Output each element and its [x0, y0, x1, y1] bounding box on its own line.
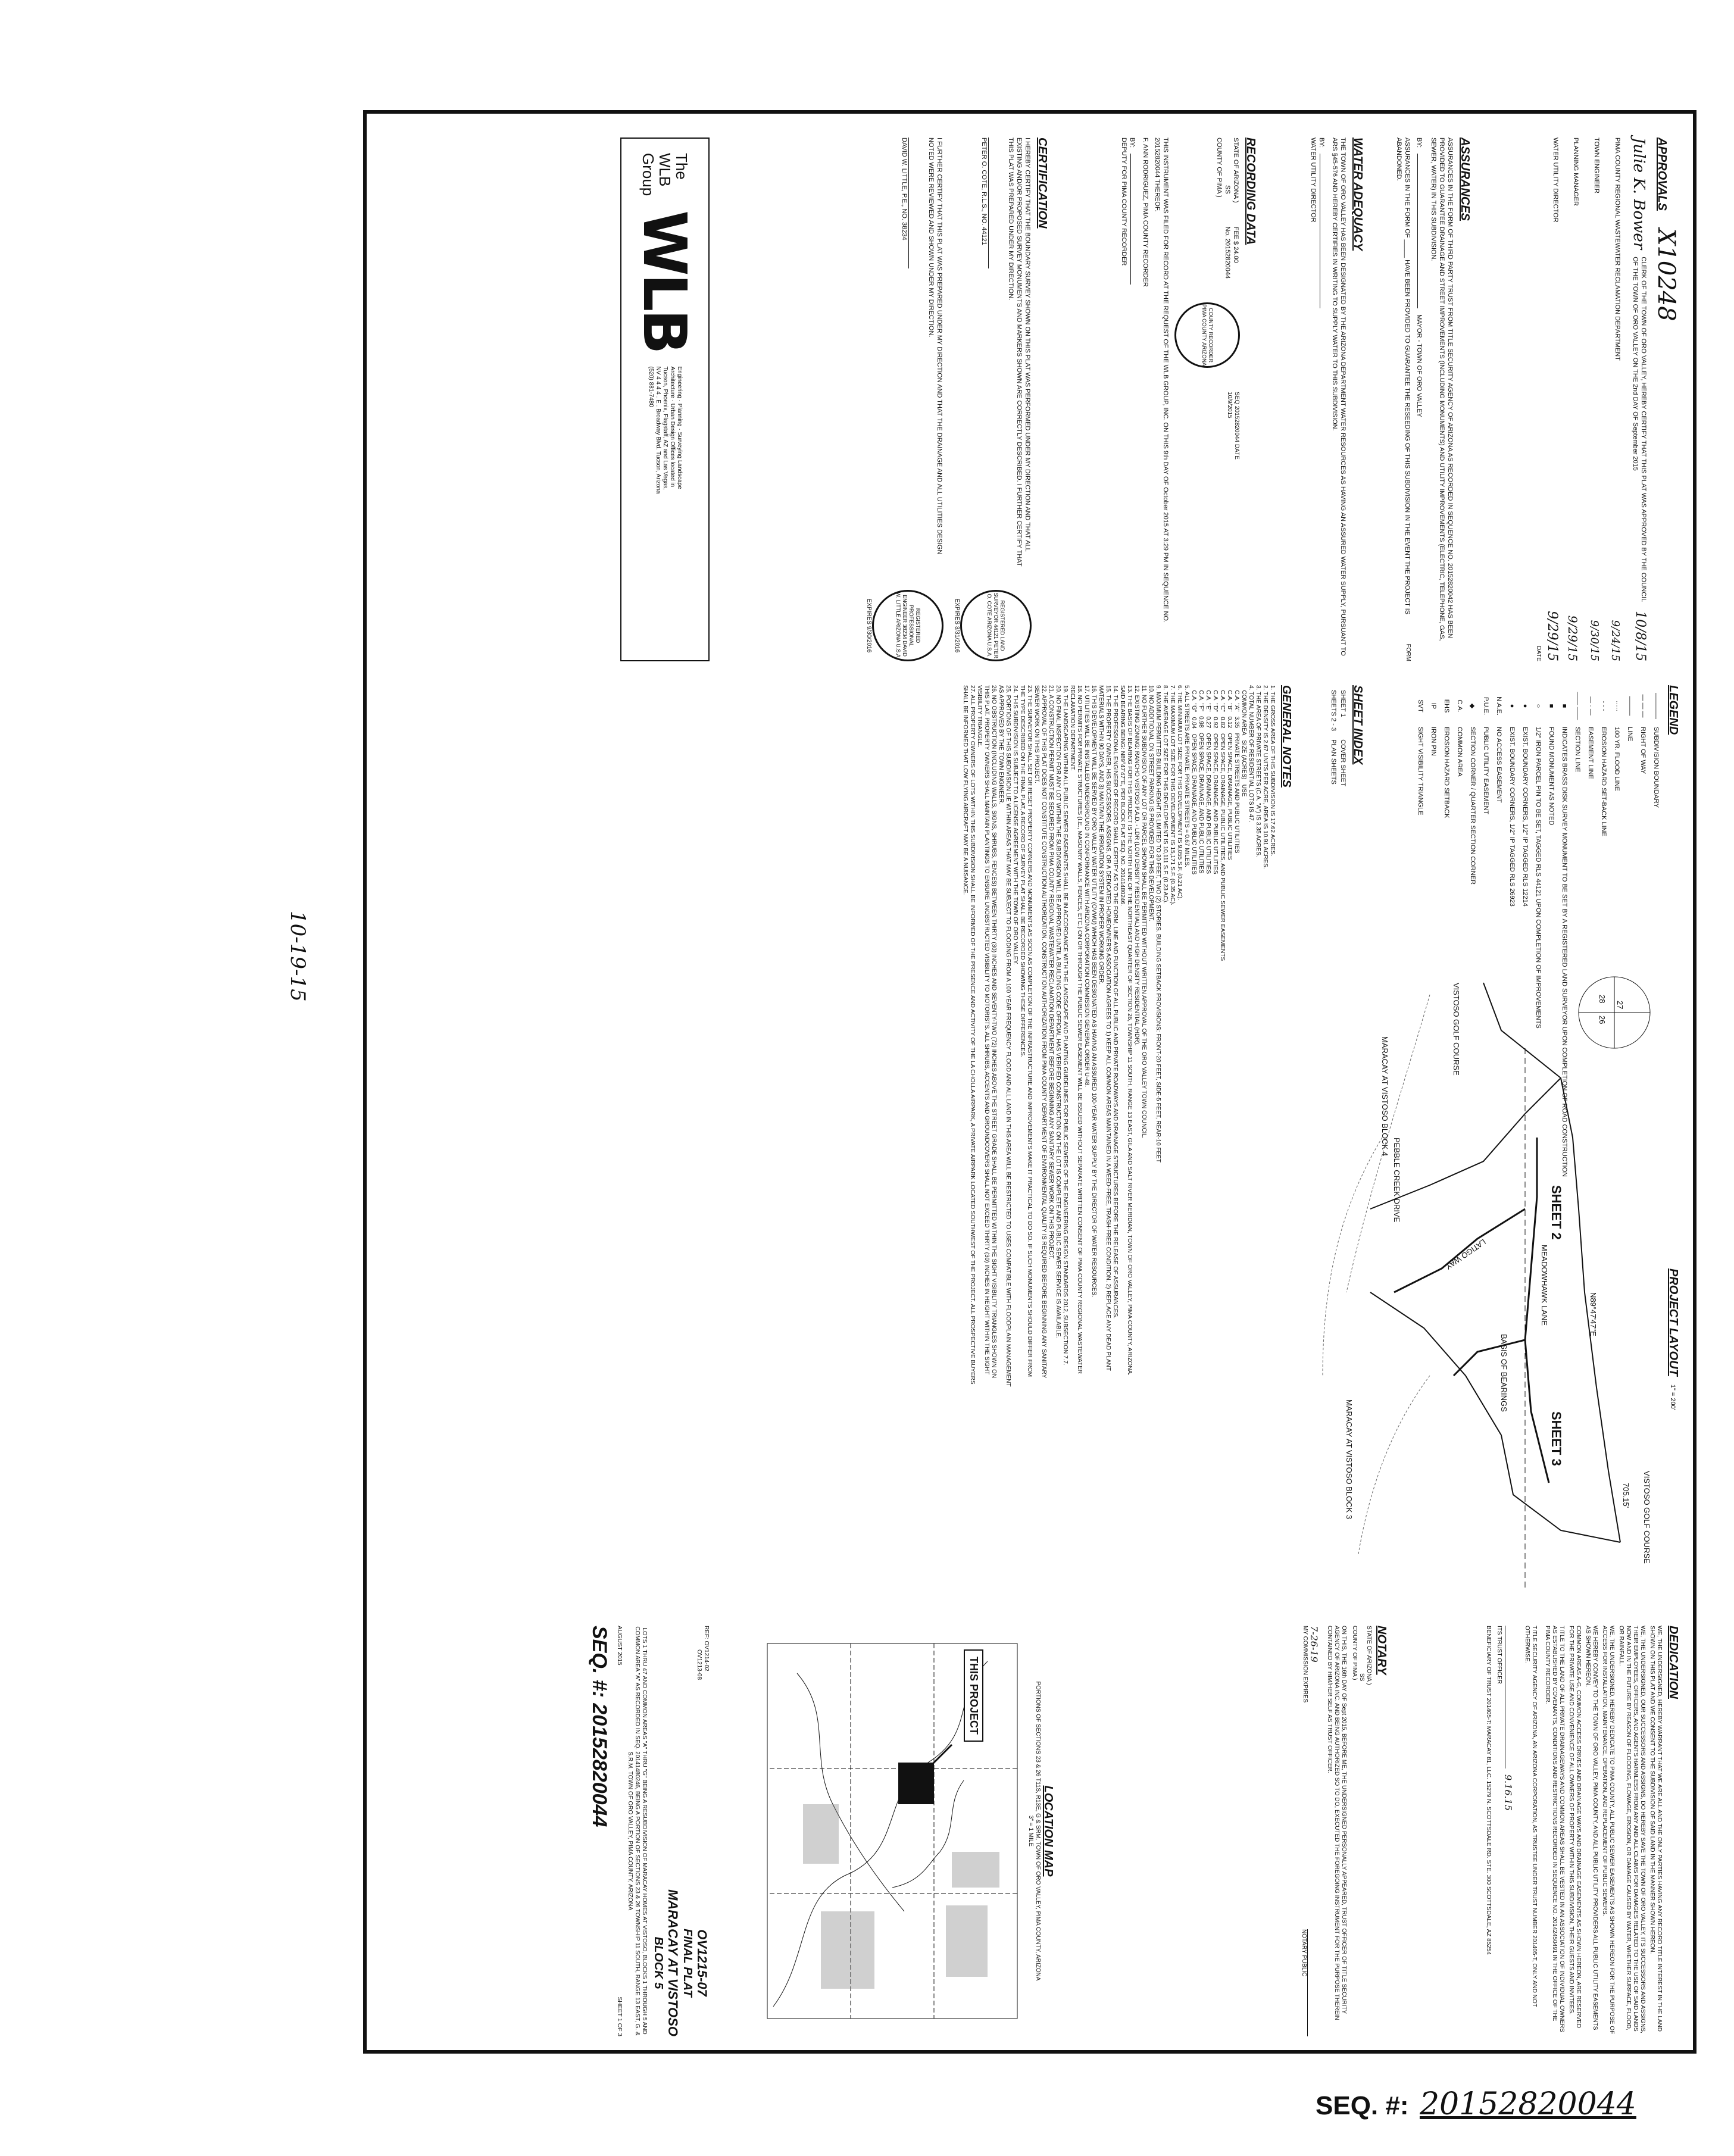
legend-label: SUBDIVISION BOUNDARY	[1652, 727, 1660, 808]
mayor-label: MAYOR - TOWN OF ORO VALLEY	[1416, 314, 1423, 417]
engineer-name: DAVID W. LITTLE, P.E., NO. 38234	[901, 138, 908, 240]
assurances-section	[1395, 138, 1471, 661]
legend-label: LINE	[1626, 727, 1633, 742]
notary-state: STATE OF ARIZONA )	[1366, 1626, 1372, 1685]
sheet-index-row	[1339, 686, 1347, 790]
inner-seq-number: SEQ. #: 20152820044	[588, 1626, 611, 1827]
legend-symbol: P.U.E.	[1482, 696, 1489, 715]
recording-state: STATE OF ARIZONA )	[1232, 138, 1239, 203]
dedication-heading: DEDICATION	[1667, 1626, 1680, 1699]
water-adequacy-heading: WATER ADEQUACY	[1351, 138, 1364, 251]
legend-heading: LEGEND	[1667, 685, 1680, 735]
legend-label: INDICATES BRASS DISK SURVEY MONUMENT TO BE SET BY A REGISTERED LAND SURVEYOR UPON COMPLETION OF ROAD CONSTRUCTION	[1561, 727, 1568, 1177]
clerk-certification-text: CLERK OF THE TOWN OF ORO VALLEY, HEREBY CERTIFY THAT THIS PLAT WAS APPROVED BY THE COUNCIL OF THE TOWN OF ORO VALLEY ON THE 2nd DAY OF September 2015	[1632, 257, 1647, 604]
legend-label: PUBLIC UTILITY EASEMENT	[1482, 727, 1489, 815]
location-map-text: PORTIONS OF SECTIONS 23 & 26 T11S, R13E, G & SRM, TOWN OF ORO VALLEY, PIMA COUNTY, ARIZONA	[1035, 1681, 1041, 1981]
sheet-desc: PLAN SHEETS	[1330, 739, 1337, 785]
sheet-number: SHEETS 2 - 3	[1330, 690, 1337, 732]
general-notes-list	[961, 685, 1276, 1388]
legend-symbol: —— ——	[1574, 692, 1581, 720]
recording-ss: SS	[1224, 185, 1231, 194]
plat-boundary-east	[1370, 1292, 1620, 1542]
sheet-number: SHEET 1	[1339, 690, 1346, 717]
legend-label: EASEMENT LINE	[1587, 727, 1594, 779]
map-label-sheet2: SHEET 2	[1549, 1185, 1564, 1240]
general-note: 1. THE GROSS AREA OF THIS SUBDIVISION IS 17.62 ACRES.	[1269, 685, 1276, 857]
legend-label: SECTION CORNER / QUARTER SECTION CORNER	[1469, 727, 1476, 885]
sheet-index-heading: SHEET INDEX	[1351, 685, 1364, 765]
surveyor-expires: EXPIRES 3/31/2016	[954, 598, 960, 653]
sheet-desc: COVER SHEET	[1339, 739, 1346, 786]
general-note: 11. NO FURTHER SUBDIVISION OF ANY LOT OR PARCEL SHOWN SHALL BE PERMITTED WITHOUT WRITTEN APPROVAL OF THE ORO VALLEY TOWN COUNCIL.	[1141, 685, 1147, 1139]
project-layout-title	[1666, 1268, 1680, 1410]
footer-seq-label: SEQ. #:	[1316, 2091, 1409, 2120]
basis-of-bearings-road	[1454, 1340, 1525, 1376]
map-label-sheet3: SHEET 3	[1549, 1411, 1564, 1466]
general-note: 8. THE AVERAGE LOT SIZE FOR THIS DEVELOPMENT IS 10,111 S.F. (0.23 AC).	[1162, 685, 1169, 904]
deputy-label: DEPUTY FOR PIMA COUNTY RECORDER	[1120, 138, 1127, 266]
recording-data-section	[1120, 138, 1257, 661]
dedication-p1: WE, THE UNDERSIGNED, HEREBY WARRANT THAT WE ARE ALL AND THE ONLY PARTIES HAVING ANY RECORD TITLE INTEREST IN THE LAND SHOWN ON THIS PLAT AND WE CONSENT TO THE SUBDIVISION OF SAID LAND IN THE MANNER SHOWN HEREON.	[1649, 1626, 1663, 2033]
legend-symbol: ●	[1521, 704, 1529, 708]
general-note: 27. ALL PROPERTY OWNERS OF LOTS WITHIN THIS SUBDIVISION SHALL BE INFORMED OF THE PRESENCE AND ACTIVITY OF THE LA CHOLLA AIRPARK, A PRIVATE AIRPARK LOCATED SOUTHWEST OF THE PROJECT. ALL PROSPECTIVE BUYERS SHALL BE INFORMED THAT LOW FLYING AIRCRAFT MAY BE A NUISANCE.	[962, 685, 976, 1386]
plat-sheet-number: SHEET 1 OF 3	[616, 1996, 623, 2036]
general-note: 20. NO FINAL INSPECTION FOR ANY LOT WITHIN THE SUBDIVISION WILL BE APPROVED UNTIL A BUILDING CODE OFFICIAL HAS VERIFIED CONSTRUCTION ON THE LOT IS COMPLETE AND PUBLIC SEWER SERVICE IS AVAILABLE.	[1055, 685, 1061, 1339]
surveyor-name: PETER O. COTE, R.L.S., NO. 44121	[980, 138, 988, 245]
clerk-date: 10/8/15	[1633, 611, 1648, 661]
location-map-section	[721, 1626, 1055, 2036]
footer-seq	[1316, 2086, 1636, 2122]
map-label-bearing: N89°47'47"E	[1589, 1292, 1598, 1336]
general-note: 26. NO OBSTRUCTION (INCLUDING WALLS, SIGNS, SHRUBS, FENCES) BETWEEN THIRTY (30) INCHES AND SEVENTY-TWO (72) INCHES ABOVE THE STREET GRADE SHALL BE PERMITTED WITHIN THE SIGHT VISIBILITY TRIANGLES SHOWN ON THIS PLAT. PROPERTY OWNERS SHALL MAINTAIN PLANTINGS TO ENSURE UNOBSTRUCTED VISIBILITY TO MOTORISTS. ALL SHRUBS, ACCENTS AND GROUNDCOVERS SHALL NOT EXCEED THIRTY (30) INCHES IN HEIGHT WITHIN THE SIGHT VISIBILITY TRIANGLE.	[976, 685, 997, 1380]
legend-label: IRON PIN	[1430, 727, 1437, 756]
map-label-section: 26	[1598, 1015, 1607, 1024]
planning-manager-label: PLANNING MANAGER	[1572, 138, 1579, 206]
map-label-street: LATIGO WAY	[1444, 1237, 1488, 1271]
certification-section	[865, 138, 1049, 661]
general-note: C.A. "B" 0.12 OPEN SPACE, DRAINAGE, PUBLIC UTILITIES	[1226, 685, 1233, 860]
plat-date: AUGUST 2015	[616, 1626, 623, 1666]
latigo-way	[1394, 1209, 1525, 1292]
assurances-by-label: BY:	[1416, 138, 1423, 148]
wlb-group-logo-block	[620, 138, 710, 661]
general-note: 9. MAXIMUM PERMITTED BUILDING HEIGHT IS LIMITED TO 30 FEET, TWO (2) STORIES. BUILDING SETBACK PROVISIONS: FRONT-20 FEET, SIDE-5 FEET, REAR-10 FEET	[1155, 685, 1161, 1163]
wlb-the: The	[673, 153, 691, 180]
legend-label: FOUND MONUMENT AS NOTED	[1548, 727, 1555, 826]
legend-symbol: ———	[1626, 696, 1633, 716]
recording-text: THIS INSTRUMENT WAS FILED FOR RECORD AT THE REQUEST OF THE WLB GROUP, INC. ON THIS 9th DAY OF October 2015 AT 3:29 PM IN SEQUENCE NO. 20152820044 THEREOF.	[1154, 138, 1169, 625]
general-note: C.A. "E" 0.27 OPEN SPACE, DRAINAGE, AND PUBLIC UTILITIES	[1205, 685, 1211, 874]
reclamation-date: 9/24/15	[1609, 620, 1621, 661]
recording-no: No. 20152820044	[1224, 226, 1231, 279]
map-label-block: MARACAY AT VISTOSO BLOCK 3	[1345, 1399, 1354, 1520]
surveyor-seal: REGISTERED LAND SURVEYOR 44121 PETER O. COTE ARIZONA U.S.A.	[960, 590, 1032, 661]
general-note: 22. APPROVAL OF THIS PLAT DOES NOT CONSTITUTE CONSTRUCTION AUTHORIZATION. CONSTRUCTION AUTHORIZATION FROM PIMA COUNTY DEPARTMENT OF ENVIRONMENTAL QUALITY IS REQUIRED BEFORE BEGINNING ANY SANITARY SEWER WORK ON THIS PROJECT.	[1033, 685, 1047, 1380]
beneficiary-text: BENEFICIARY OF TRUST 201405-T: MARACAY 81, LLC. 15279 N. SCOTTSDALE RD. STE. 300 SCOTTSDALE, AZ 85254	[1485, 1626, 1492, 1955]
commission-label: MY COMMISSION EXPIRES	[1302, 1626, 1308, 1703]
legend-symbol: SVT	[1417, 699, 1424, 713]
project-layout-drawing	[1311, 959, 1680, 1602]
engineer-expires: EXPIRES 9/30/2016	[866, 598, 872, 653]
project-layout-heading: PROJECT LAYOUT	[1667, 1268, 1680, 1376]
general-note: 2. THE DENSITY IS 2.67 UNITS PER ACRE, AREA IS 10.91 ACRES.	[1262, 685, 1269, 869]
dedication-p5: COMMON AREAS A-G, COMMON ACCESS DRIVES AND DRAINAGE WAYS AND DRAINAGE EASEMENTS AS SHOWN HEREON, ARE RESERVED FOR THE PRIVATE USE AND CONVENIENCE OF ALL OWNERS OF PROPERTY WITHIN THIS SUBDIVISION, THEIR GUESTS AND INVITEES.	[1568, 1626, 1582, 2030]
notary-signature-line	[1307, 1929, 1320, 2036]
sheet-index-row	[1329, 686, 1338, 790]
plat-description: LOTS 1 THRU 47 AND COMMON AREAS "A" THRU "G" BEING A RESUBDIVISION OF MARACAY HOMES AT VISTOSO, BLOCKS 1 THROUGH 5 AND COMMON AREA "A" AS RECORDED IN SEQ. 20141480246, BEING A PORTION OF SECTIONS 23 & 26 TOWNSHIP 11 SOUTH, RANGE 13 EAST, G. & S.R.M. TOWN OF ORO VALLEY, PIMA COUNTY, ARIZONA	[627, 1626, 648, 2038]
general-notes-section	[961, 685, 1293, 1388]
general-note: 25. PORTIONS OF THIS SUBDIVISION LIE WITHIN AREAS THAT MAY BE SUBJECT TO FLOODING FROM A 100 YEAR FREQUENCY FLOOD AND ALL LAND IN THIS AREA WILL BE RESTRICTED TO USES COMPATIBLE WITH FLOODPLAIN MANAGEMENT AS APPROVED BY THE TOWN ENGINEER.	[998, 685, 1011, 1388]
water-adequacy-text: THE TOWN OF ORO VALLEY HAS BEEN DESIGNATED BY THE ARIZONA DEPARTMENT WATER RESOURCES AS HAVING AN ASSURED WATER SUPPLY, PURSUANT TO ARS §45-576 AND HEREBY CERTIFIES IN WRITING TO SUPPLY WATER TO THIS SUBDIVISION.	[1331, 138, 1346, 658]
water-director-label: WATER UTILITY DIRECTOR	[1552, 138, 1559, 223]
legend-symbol: EHS	[1443, 699, 1450, 713]
assurances-heading: ASSURANCES	[1458, 138, 1471, 221]
general-note: C.A. "F" 0.98 OPEN SPACE, DRAINAGE, AND PUBLIC UTILITIES	[1198, 685, 1204, 874]
project-layout-map	[1311, 959, 1680, 1602]
legend-symbol: N.A.E.	[1495, 696, 1502, 715]
certification-heading: CERTIFICATION	[1036, 138, 1049, 229]
recording-heading: RECORDING DATA	[1244, 138, 1257, 245]
wlb-info: Engineering · Planning · Surveying Landscape Architecture · Urban Design Offices located in Tucson, Phoenix, Flagstaff, AZ and Las Vegas, NV 4 4 4 4 . E . Broadway Blvd. Tucson, Arizona (520) 881-7480	[648, 366, 683, 496]
legend-symbol: ◆	[1469, 703, 1476, 709]
legend-label: NO ACCESS EASEMENT	[1495, 727, 1502, 803]
map-label-bearing: BASIS OF BEARINGS	[1499, 1334, 1508, 1412]
assurances-form-text: ASSURANCES IN THE FORM OF _____ HAVE BEEN PROVIDED TO GUARANTEE THE RESEEDING OF THIS SUBDIVISION IN THE EVENT THE PROJECT IS ABANDONED.	[1395, 138, 1411, 616]
general-note: 6. THE MINIMUM LOT SIZE FOR THIS DEVELOPMENT IS 9,055 S.F. (0.21 AC).	[1176, 685, 1183, 901]
approvals-heading: APPROVALS	[1655, 138, 1669, 211]
general-note: 4. TOTAL NUMBER OF RESIDENTIAL LOTS IS 47.	[1248, 685, 1254, 823]
legend-symbol: ●	[1508, 704, 1516, 708]
map-label-street: MEADOWHAWK LANE	[1540, 1245, 1549, 1326]
legend-symbol: ■	[1561, 704, 1568, 708]
general-note: 12. EXISTING ZONING: RANCHO VISTOSO P.A.D. - LDR (LOW DENSITY RESIDENTIAL) AND HIGH DENSITY RESIDENTIAL (HDR).	[1133, 685, 1140, 1046]
legend-symbol: C.A.	[1456, 699, 1463, 713]
legend-symbol: ○	[1535, 704, 1542, 708]
general-note: 21. A CONSTRUCTION PERMIT MUST BE SECURED FROM PIMA COUNTY REGIONAL WASTEWATER RECLAMATION DEPARTMENT BEFORE BEGINNING ANY SANITARY SEWER WORK ON THIS PROJECT.	[1048, 685, 1054, 1260]
notary-county: COUNTY OF PIMA )	[1351, 1626, 1358, 1680]
plat-block: BLOCK 5	[652, 1936, 665, 1989]
map-label-distance: 705.15'	[1621, 1483, 1630, 1508]
this-project-label: THIS PROJECT	[964, 1649, 983, 1742]
dedication-date: 9.16.15	[1502, 1774, 1514, 1811]
general-note: 19. THE LANDSCAPING WITHIN ALL PUBLIC SEWER EASEMENTS SHALL BE IN ACCORDANCE WITH THE LANDSCAPE AND PLANTING GUIDELINES FOR PUBLIC SEWERS OF THE ENGINEERING DESIGN STANDARDS 2012, SUBSECTION 7.7.	[1062, 685, 1068, 1366]
general-note: 3. THE AREA OF PRIVATE STREETS (C.A. "A") IS 3.35 ACRES.	[1255, 685, 1261, 857]
engineer-date: 9/30/15	[1588, 620, 1601, 661]
commission-date: 7-26-19	[1308, 1626, 1320, 1663]
page-handwritten-date: 10-19-15	[286, 911, 310, 1002]
plat-name: MARACAY AT VISTOSO	[666, 1889, 680, 2036]
legend-symbol: IP	[1430, 702, 1437, 710]
general-note: 24. THIS SUBDIVISION IS SUBJECT TO A LICENSE AGREEMENT WITH THE TOWN OF ORO VALLEY.	[1012, 685, 1018, 965]
dedication-p2: WE, THE UNDERSIGNED, OUR SUCCESSORS AND ASSIGNS, DO HEREBY SAVE THE TOWN OF ORO VALLEY, ITS SUCCESSORS AND ASSIGNS, THEIR EMPLOYEES, OFFICERS, AND AGENTS HARMLESS FROM ANY AND ALL CLAIMS FOR DAMAGES RELATED TO THE USE OF SAID LANDS NOW AND IN THE FUTURE BY REASON OF FLOODING, FLOWAGE, EROSION, OR DAMAGE CAUSED BY WATER, WHETHER SURFACE, FLOOD, OR RAINFALL.	[1618, 1626, 1646, 2035]
location-map-drawing	[761, 1626, 1023, 2036]
legend-symbol: ————	[1652, 693, 1660, 719]
general-note: C.A. "D" 0.92 OPEN SPACE, DRAINAGE, AND PUBLIC UTILITIES	[1212, 685, 1219, 874]
plat-type: FINAL PLAT	[681, 1929, 694, 1997]
legend-label: 100 YR. FLOOD LINE	[1613, 727, 1620, 792]
plat-number: OV1215-07	[695, 1929, 710, 1996]
general-note: COMMON AREA SIZE (ACRES) USE	[1241, 685, 1247, 797]
general-note: 14. THE PROFESSIONAL ENGINEER OF RECORD SHALL CERTIFY AS TO THE FORM, LINE AND FUNCTION OF ALL PUBLIC AND PRIVATE ROADWAYS AND DRAINAGE STRUCTURES BEFORE THE RELEASE OF ASSURANCES.	[1112, 685, 1118, 1319]
legend-label: EXIST. BOUNDARY CORNERS, 1/2" IP TAGGED RLS 12214	[1521, 727, 1529, 907]
legend-label: SECTION LINE	[1574, 727, 1581, 773]
general-note: 16. THIS DEVELOPMENT WILL BE SERVED BY ORO VALLEY WATER UTILITY (OVWU) WHICH HAS BEEN DESIGNATED AS HAVING AN ASSURED 100-YEAR WATER SUPPLY BY THE DIRECTOR OF WATER RESOURCES.	[1091, 685, 1097, 1297]
general-note: 5. ALL STREETS ARE PRIVATE. PRIVATE STREETS = 0.67 MILES.	[1183, 685, 1190, 867]
county-recorder-seal: COUNTY RECORDER PIMA COUNTY ARIZONA	[1174, 302, 1240, 368]
legend-label: EROSION HAZARD SET-BACK LINE	[1600, 727, 1607, 836]
certification-text-1: I HEREBY CERTIFY THAT THE BOUNDARY SURVEY SHOWN ON THIS PLAT WAS PERFORMED UNDER MY DIRECTION AND THAT ALL EXISTING AND/OR PROPOSED SURVEY MONUMENTS AND MARKERS SHOWN ARE CORRECTLY DESCRIBED. I FURTHER CERTIFY THAT THIS PLAT WAS PREPARED UNDER MY DIRECTION.	[1007, 138, 1031, 568]
recording-fee: FEE $ 24.00	[1232, 226, 1239, 263]
legend-label: EXIST. BOUNDARY CORNERS, 1/2" IP TAGGED RLS 26923	[1508, 727, 1516, 907]
general-note: C.A. "G" 0.04 OPEN SPACE, DRAINAGE, AND PUBLIC UTILITIES	[1191, 685, 1197, 875]
dedication-section	[1485, 1626, 1680, 2036]
title-ref2: OV1213-08	[696, 1649, 702, 1680]
recording-county: COUNTY OF PIMA )	[1216, 138, 1223, 198]
project-layout-scale: 1" = 200'	[1669, 1384, 1677, 1410]
title-block	[588, 1626, 710, 2036]
certification-text-2: I FURTHER CERTIFY THAT THIS PLAT WAS PREPARED UNDER MY DIRECTION AND THAT THE DRAINAGE AND ALL UTILITIES DESIGN NOTED WERE REVIEWED AND SHOWN UNDER MY DIRECTION.	[927, 138, 943, 557]
wlb-logo: WLB	[630, 210, 700, 352]
notary-public-label: NOTARY PUBLIC	[1301, 1929, 1307, 1977]
general-note: 17. UTILITIES WILL BE INSTALLED UNDERGROUND IN CONFORMANCE WITH ARIZONA CORPORATION COMMISSION GENERAL ORDER U-48.	[1083, 685, 1090, 1088]
recording-seq-note: SEQ 20152820044 DATE 10/9/2015	[1226, 392, 1240, 461]
map-label-golf: VISTOSO GOLF COURSE	[1452, 983, 1461, 1076]
dedication-p4: WE HEREBY CONVEY TO THE TOWN OF ORO VALLEY, PIMA COUNTY, AND ALL PUBLIC UTILITY PROVIDERS ALL PUBLIC UTILITY EASEMENTS AS SHOWN HEREON.	[1585, 1626, 1598, 2032]
plat-sheet-border	[363, 110, 1696, 2054]
legend-symbol: — — —	[1639, 694, 1646, 718]
notary-heading: NOTARY	[1375, 1626, 1388, 1675]
water-director-title: WATER UTILITY DIRECTOR	[1310, 138, 1317, 223]
wlb-group: Group	[639, 153, 657, 196]
general-note: C.A. "C" 0.82 OPEN SPACE, DRAINAGE, PUBLIC UTILITIES, AND PUBLIC SEWER EASEMENTS	[1219, 685, 1226, 961]
location-map-heading: LOCATION MAP	[1042, 1785, 1055, 1877]
footer-seq-value: 20152820044	[1419, 2086, 1636, 2122]
deputy-signature-line	[1130, 154, 1131, 285]
map-label-section: 27	[1616, 1001, 1624, 1010]
wlb-wlb: WLB	[656, 153, 674, 187]
mayor-signature-line	[1417, 154, 1418, 308]
notary-section	[1300, 1626, 1388, 2036]
approvals-section	[1534, 138, 1680, 661]
legend-label: SIGHT VISIBILITY TRIANGLE	[1417, 727, 1424, 815]
legend-label: COMMON AREA	[1456, 727, 1463, 777]
wlb-wordmark	[640, 153, 690, 196]
legend-label: 1/2" IRON PARCEL PIN TO BE SET, TAGGED RLS 44121 UPON COMPLETION OF IMPROVEMENTS	[1535, 727, 1542, 1029]
engineer-signature-line	[908, 138, 927, 268]
town-engineer-label: TOWN ENGINEER	[1593, 138, 1600, 193]
pima-reclamation-label: PIMA COUNTY REGIONAL WASTEWATER RECLAMATION DEPARTMENT	[1614, 138, 1621, 361]
surveyor-signature-line	[988, 138, 1007, 268]
adjacent-block-outline	[1323, 1138, 1382, 1376]
trustee-text: TITLE SECURITY AGENCY OF ARIZONA, AN ARIZONA CORPORATION, AS TRUSTEE UNDER TRUST NUMBER 201405-T, ONLY AND NOT OTHERWISE.	[1524, 1626, 1538, 2009]
dedication-p6: TITLE TO THE LAND OF ALL PRIVATE DRAINAGEWAYS AND COMMON AREAS SHALL BE VESTED IN AN ASSOCIATION OF INDIVIDUAL OWNERS AS ESTABLISHED BY COVENANTS, CONDITIONS AND RESTRICTIONS RECORDED IN SEQUENCE NO. 20142450491 IN THE OFFICE OF THE PIMA COUNTY RECORDER.	[1544, 1626, 1565, 2034]
plat-rotated-content	[364, 114, 1698, 2057]
notary-text: ON THIS, THE 16th DAY OF Sept 2015, BEFORE ME, THE UNDERSIGNED PERSONALLY APPEARED, TRUST OFFICER OF TITLE SECURITY AGENCY OF ARIZONA INC. AND BEING AUTHORIZED SO TO DO, EXECUTED THE FOREGOING INSTRUMENT FOR THE PURPOSE THEREIN CONTAINED BY HIM/HER SELF AS TRUST OFFICER.	[1326, 1626, 1347, 2022]
assurances-form-label: FORM	[1405, 643, 1411, 661]
general-note: 15. THE PROPERTY OWNER, HIS SUCCESSORS, ASSIGNS, OR A DEDICATED HOMEOWNER'S ASSOCIATION AGREES TO 1) KEEP ALL COMMON AREAS MAINTAINED IN A WEED-FREE, TRASH-FREE CONDITION. 2) REPLACE ANY DEAD PLANT MATERIALS WITHIN 90 DAYS, AND 3) MAINTAIN THE IRRIGATION SYSTEM IN PROPER WORKING ORDER.	[1098, 685, 1111, 1373]
general-note: C.A. "A" 3.35 PRIVATE STREETS AND PUBLIC UTILITIES	[1233, 685, 1240, 854]
general-note: 18. NO PERMITS FOR PRIVATE STRUCTURES (I.E., MASONRY WALLS, FENCES, ETC.) ON OR THROUGH THE PUBLIC SEWER EASEMENT WILL BE ISSUED WITHOUT SEPARATE WRITTEN CONSENT OF PIMA COUNTY REGIONAL WASTEWATER RECLAMATION DEPARTMENT.	[1069, 685, 1083, 1376]
assurances-text: ASSURANCES IN THE FORM OF THIRD PARTY TRUST FROM TITLE SECURITY AGENCY OF ARIZONA AS RECORDED IN SEQUENCE NO. 20152820042 HAS BEEN PROVIDED TO GUARANTEE DRAINAGE AND STREET IMPROVEMENTS (INCLUDING MONUMENTS) AND UTILITY IMPROVEMENTS (ELECTRIC, TELEPHONE, GAS, SEWER, WATER) IN THIS SUBDIVISION.	[1430, 138, 1454, 643]
engineer-seal: REGISTERED PROFESSIONAL ENGINEER 38234 DAVID W. LITTLE ARIZONA U.S.A.	[872, 590, 943, 661]
dedication-p3: WE, THE UNDERSIGNED, HEREBY DEDICATE TO PIMA COUNTY, ALL PUBLIC SEWER EASEMENTS AS SHOWN HEREON FOR THE PURPOSE OF ACCESS FOR INSTALLATION, MAINTENANCE, OPERATION, AND REPLACEMENT OF PUBLIC SEWERS.	[1601, 1626, 1615, 2036]
legend-symbol: ·····	[1613, 700, 1620, 712]
recorder-name: F. ANN RODRIGUEZ, PIMA COUNTY RECORDER	[1142, 138, 1149, 287]
general-note: 7. THE MAXIMUM LOT SIZE FOR THIS DEVELOPMENT IS 15,171 S.F. (0.35 AC).	[1169, 685, 1176, 905]
water-director-date: 9/29/15	[1545, 611, 1560, 661]
legend-symbol: - - -	[1600, 701, 1607, 711]
map-label-section: 28	[1598, 995, 1607, 1004]
recording-by-label: BY:	[1129, 138, 1136, 148]
general-note: 10. NO ADDITIONAL ON STREET PARKING IS PROVIDED FOR THIS DEVELOPMENT.	[1148, 685, 1154, 921]
notary-ss: SS	[1358, 1673, 1365, 1682]
trust-officer-signature	[1505, 1626, 1520, 1768]
clerk-signature: Julie K. Bower	[1630, 138, 1648, 250]
date-label: DATE	[1535, 646, 1542, 661]
location-map-scale: 3" = 1 MILE	[1027, 1815, 1034, 1847]
legend-label: RIGHT OF WAY	[1639, 727, 1646, 774]
map-label-street: PEBBLE CREEK DRIVE	[1392, 1138, 1401, 1223]
adjacent-block-outline	[1358, 1376, 1430, 1554]
legend-symbol: ■	[1548, 704, 1555, 708]
legend-symbol: — · —	[1587, 696, 1594, 715]
water-by-label: BY:	[1318, 138, 1325, 148]
legend-label: EROSION HAZARD SETBACK	[1443, 727, 1450, 818]
trust-officer-title: ITS TRUST OFFICER	[1496, 1626, 1502, 1684]
sheet-index-section	[1328, 685, 1364, 923]
planning-date: 9/29/15	[1566, 615, 1580, 661]
water-adequacy-section	[1309, 138, 1364, 661]
title-ref: REF: OV1214-02	[703, 1626, 710, 1671]
approvals-stamp: X10248	[1652, 228, 1680, 321]
map-label-golf: VISTOSO GOLF COURSE	[1642, 1471, 1651, 1564]
general-note: 13. THE BASIS OF BEARING FOR THIS PROJECT IS THE NORTH LINE OF THE NORTHEAST QUARTER OF SECTION 26, TOWNSHIP 11 SOUTH, RANGE 13 EAST, GILA AND SALT RIVER MERIDIAN, TOWN OF ORO VALLEY, PIMA COUNTY, ARIZONA. SAID BEARING BEING: N89°47'47"E, PER BLOCK PLAT SEQ. NO. 20141480246.	[1119, 685, 1133, 1377]
map-label-block: MARACAY AT VISTOSO BLOCK 4	[1380, 1036, 1389, 1157]
general-note: 23. THE SURVEYOR SHALL SET OR RESET PROPERTY CORNERS AND MONUMENTS AS SOON AS COMPLETION OF THE INFRASTRUCTURE AND IMPROVEMENTS MAKE IT PRACTICAL TO DO SO. IF SUCH MONUMENTS SHOULD DIFFER FROM THE TYPE DESCRIBED ON THE FINAL PLAT, A RECORD OF SURVEY PLAT SHALL BE RECORDED SHOWING THESE DIFFERENCES.	[1019, 685, 1033, 1379]
general-notes-heading: GENERAL NOTES	[1280, 685, 1293, 788]
